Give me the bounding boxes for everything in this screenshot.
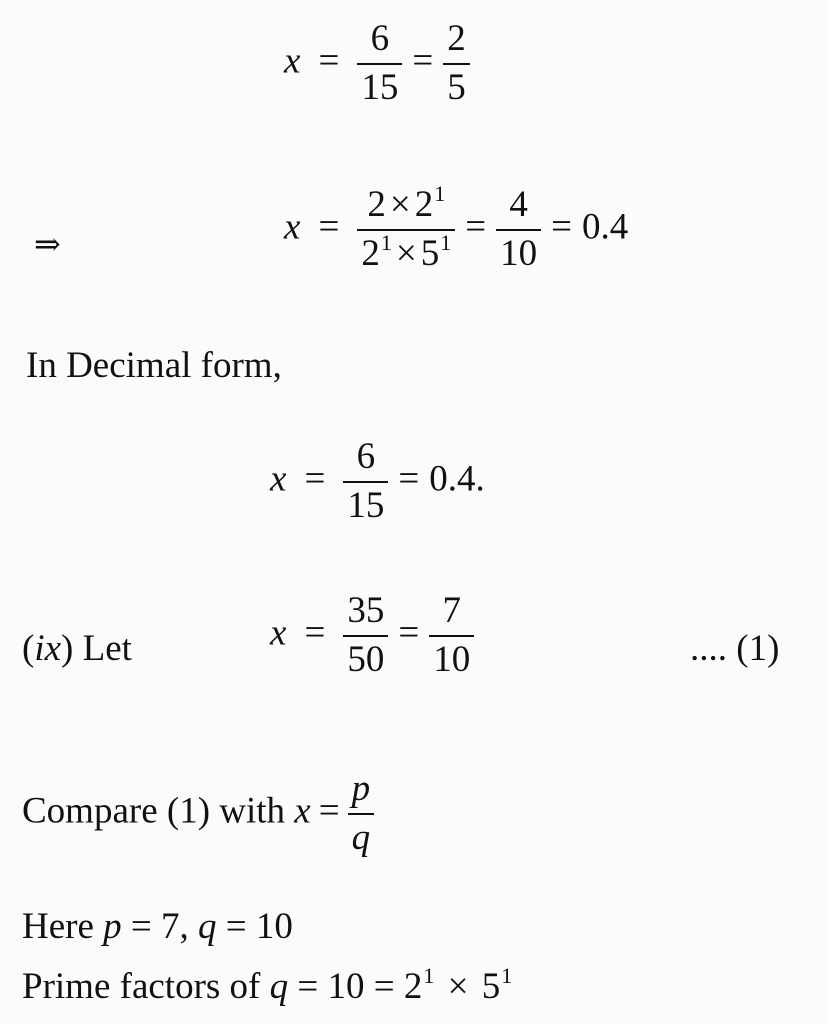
here-line: Here p = 7, q = 10 [22, 906, 293, 947]
fraction-35-50: $\frac{35}{50}$ [343, 592, 388, 680]
equation-line-2: x = $\frac{2 \times 2^1}{2^1 \times 5^1}$ = $\frac{4}{10}$ = 0.4 [284, 181, 629, 274]
equation-line-1: x = $\frac{6}{15}$ = $\frac{2}{5}$ [284, 20, 470, 108]
equation-reference: .... (1) [690, 628, 780, 669]
fraction-p-q: $\frac{p}{q}$ [348, 770, 375, 858]
fraction-7-10: $\frac{7}{10}$ [429, 592, 474, 680]
variable-x: x [284, 40, 301, 82]
decimal-heading: In Decimal form, [26, 345, 282, 386]
implies-arrow: ⇒ [34, 226, 61, 262]
equation-line-4: x = $\frac{35}{50}$ = $\frac{7}{10}$ [270, 592, 474, 680]
equation-line-3: x = $\frac{6}{15}$ = 0.4. [270, 436, 485, 526]
variable-x: x [270, 458, 287, 500]
fraction-2-5: $\frac{2}{5}$ [443, 20, 470, 108]
fraction-power-form: $\frac{2 \times 2^1}{2^1 \times 5^1}$ [357, 186, 455, 274]
fraction-6-15: $\frac{6}{15}$ [357, 20, 402, 108]
prime-factors-line: Prime factors of $q = 10 = 2^1 \times 5^1$ [22, 963, 513, 1007]
part-label-ix: (ix) Let [22, 628, 132, 669]
compare-line: Compare (1) with x = $\frac{p}{q}$ [22, 770, 374, 858]
variable-x: x [284, 206, 301, 248]
fraction-6-15: $\frac{6}{15}$ [343, 438, 388, 526]
variable-x: x [270, 612, 287, 654]
fraction-4-10: $\frac{4}{10}$ [496, 186, 541, 274]
